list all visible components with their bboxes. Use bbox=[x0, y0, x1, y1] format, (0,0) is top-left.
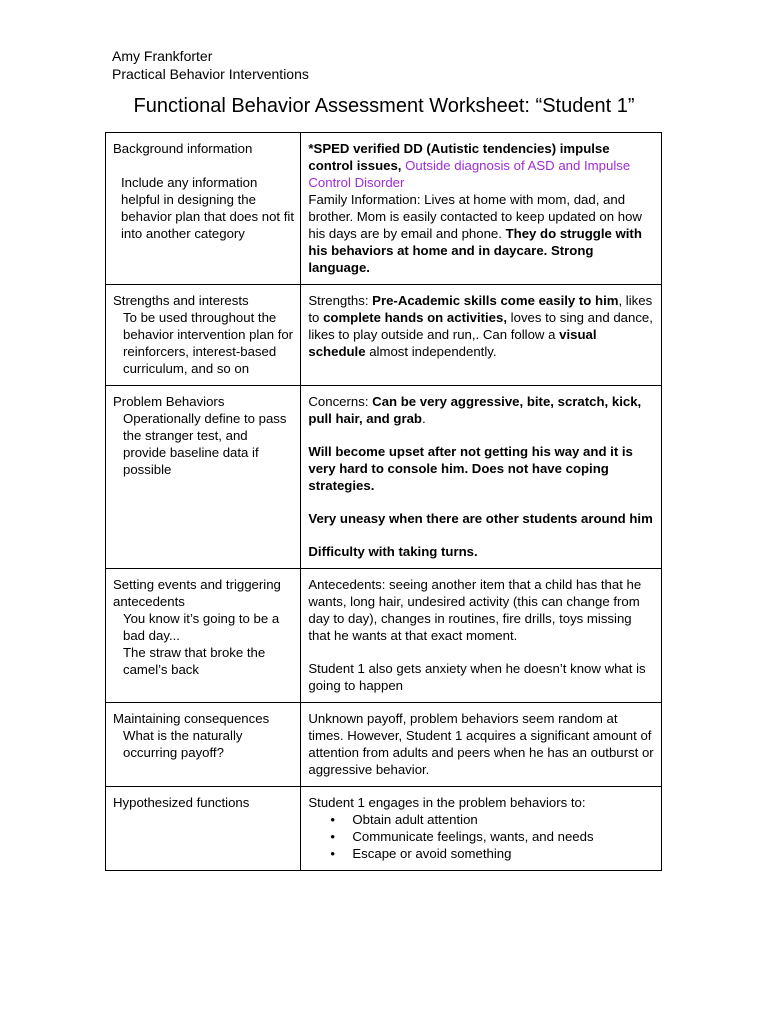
concerns-text: . bbox=[421, 411, 426, 426]
row-sublabel: You know it’s going to be a bad day... bbox=[123, 611, 280, 643]
row-value-cell bbox=[301, 703, 662, 787]
row-label-cell bbox=[106, 285, 301, 386]
table-row bbox=[106, 703, 662, 787]
antecedents-paragraph: Antecedents: seeing another item that a child has that he wants, long hair, undesired activity (this can change from day to day), changes in routines, fire drills, toys missing that he wants at that exact moment. bbox=[308, 577, 642, 643]
row-sublabel: What is the naturally occurring payoff? bbox=[123, 728, 243, 760]
row-label-cell bbox=[106, 787, 301, 871]
row-sublabel: To be used throughout the behavior intervention plan for reinforcers, interest-based curriculum, and so on bbox=[123, 310, 294, 376]
row-label: Setting events and triggering antecedents bbox=[113, 577, 281, 609]
concern-paragraph: Very uneasy when there are other students around him bbox=[308, 511, 653, 526]
concern-paragraph: Difficulty with taking turns. bbox=[308, 544, 478, 559]
strengths-text: loves to sing and dance, likes to play outside and run,. Can follow a bbox=[308, 310, 653, 342]
concerns-text: Concerns: bbox=[308, 394, 373, 409]
row-label: Background information bbox=[113, 141, 253, 156]
row-label: Problem Behaviors bbox=[113, 394, 225, 409]
table-row bbox=[106, 133, 662, 285]
row-value-cell bbox=[301, 787, 662, 871]
functions-intro: Student 1 engages in the problem behaviors to: bbox=[308, 795, 586, 810]
strengths-text: , likes to bbox=[308, 293, 653, 325]
diagnosis-text: *SPED verified DD (Autistic tendencies) impulse control issues, bbox=[308, 141, 610, 173]
author-name: Amy Frankforter bbox=[112, 48, 213, 64]
list-item: • Communicate feelings, wants, and needs bbox=[330, 828, 655, 845]
assessment-table bbox=[105, 132, 662, 871]
table-row bbox=[106, 787, 662, 871]
table-row bbox=[106, 569, 662, 703]
row-value-cell bbox=[301, 285, 662, 386]
concern-paragraph: Will become upset after not getting his way and it is very hard to console him. Does not have coping strategies. bbox=[308, 444, 633, 493]
row-sublabel: Operationally define to pass the stranger test, and provide baseline data if possible bbox=[123, 411, 287, 477]
list-item: • Escape or avoid something bbox=[330, 845, 655, 862]
course-name: Practical Behavior Interventions bbox=[112, 66, 309, 82]
strengths-bold: Pre-Academic skills come easily to him bbox=[372, 293, 619, 308]
strengths-text: almost independently. bbox=[365, 344, 497, 359]
table-row bbox=[106, 386, 662, 569]
family-info-text: Family Information: Lives at home with mom, dad, and brother. Mom is easily contacted to keep updated on how his days are by email and phone. bbox=[308, 192, 642, 241]
consequences-paragraph: Unknown payoff, problem behaviors seem random at times. However, Student 1 acquires a significant amount of attention from adults and peers when he has an outburst or aggressive behavior. bbox=[308, 711, 654, 777]
anxiety-paragraph: Student 1 also gets anxiety when he doesn’t know what is going to happen bbox=[308, 661, 646, 693]
row-value-cell bbox=[301, 386, 662, 569]
row-sublabel: The straw that broke the camel’s back bbox=[123, 645, 266, 677]
row-label: Maintaining consequences bbox=[113, 711, 270, 726]
document-header bbox=[112, 47, 309, 83]
outside-diagnosis-text: Outside diagnosis of ASD and Impulse Control Disorder bbox=[308, 158, 631, 190]
row-label: Strengths and interests bbox=[113, 293, 249, 308]
page-title: Functional Behavior Assessment Worksheet: “Student 1” bbox=[133, 95, 635, 117]
row-sublabel: Include any information helpful in designing the behavior plan that does not fit into another category bbox=[121, 175, 295, 241]
family-struggle-text: They do struggle with his behaviors at home and in daycare. Strong language. bbox=[308, 226, 642, 275]
functions-list bbox=[308, 811, 655, 862]
table-row bbox=[106, 285, 662, 386]
row-label-cell bbox=[106, 569, 301, 703]
row-label-cell bbox=[106, 133, 301, 285]
row-value-cell bbox=[301, 133, 662, 285]
row-label-cell bbox=[106, 386, 301, 569]
row-label-cell bbox=[106, 703, 301, 787]
row-label: Hypothesized functions bbox=[113, 795, 250, 810]
strengths-bold: visual schedule bbox=[308, 327, 597, 359]
strengths-bold: complete hands on activities, bbox=[323, 310, 508, 325]
concerns-bold: Can be very aggressive, bite, scratch, kick, pull hair, and grab bbox=[308, 394, 642, 426]
list-item: • Obtain adult attention bbox=[330, 811, 655, 828]
strengths-text: Strengths: bbox=[308, 293, 373, 308]
row-value-cell bbox=[301, 569, 662, 703]
